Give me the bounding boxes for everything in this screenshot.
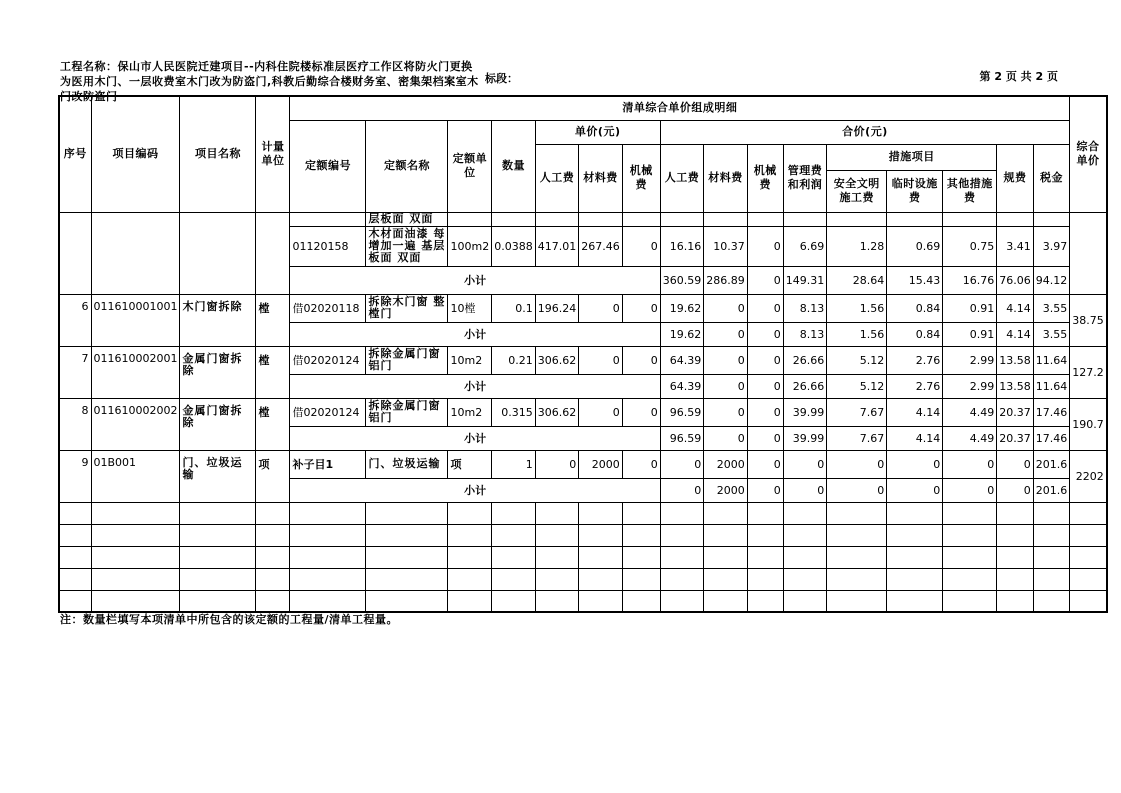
col-seq: 序号	[59, 96, 91, 212]
up-labor: 417.01	[535, 226, 579, 266]
subtotal-label: 小计	[290, 478, 660, 502]
machine: 0	[747, 398, 783, 426]
temp: 0.84	[887, 322, 943, 346]
up-material: 0	[579, 294, 623, 322]
empty-cell	[290, 212, 366, 226]
fee: 76.06	[997, 266, 1034, 294]
quota-unit: 10m2	[448, 346, 492, 374]
quota-code: 借02020124	[290, 398, 366, 426]
other: 0.75	[943, 226, 997, 266]
mgmt: 26.66	[783, 346, 827, 374]
other: 4.49	[943, 398, 997, 426]
temp: 4.14	[887, 398, 943, 426]
quantity: 1	[492, 450, 536, 478]
up-material: 0	[579, 398, 623, 426]
tax: 94.12	[1033, 266, 1070, 294]
col-temp: 临时设施费	[887, 170, 943, 212]
item-code: 011610002002	[91, 398, 180, 450]
bid-section-label: 标段：	[485, 72, 518, 85]
labor: 64.39	[660, 346, 704, 374]
fee: 4.14	[997, 294, 1034, 322]
col-up-material: 材料费	[579, 144, 623, 212]
up-machine: 0	[622, 450, 660, 478]
item-code: 011610002001	[91, 346, 180, 398]
material: 0	[704, 294, 748, 322]
machine: 0	[747, 374, 783, 398]
col-unit-price: 单价(元)	[535, 120, 660, 144]
empty-cell	[256, 212, 290, 294]
subtotal-label: 小计	[290, 266, 660, 294]
mgmt: 39.99	[783, 426, 827, 450]
other: 0.91	[943, 322, 997, 346]
tax: 17.46	[1033, 398, 1070, 426]
composite-price: 38.75	[1070, 294, 1107, 346]
item-name: 金属门窗拆除	[180, 398, 256, 450]
labor: 0	[660, 450, 704, 478]
material: 0	[704, 322, 748, 346]
safety: 0	[827, 450, 887, 478]
item-unit: 樘	[256, 294, 290, 346]
other: 2.99	[943, 374, 997, 398]
col-up-labor: 人工费	[535, 144, 579, 212]
up-material: 0	[579, 346, 623, 374]
temp: 0	[887, 450, 943, 478]
safety: 7.67	[827, 398, 887, 426]
other: 16.76	[943, 266, 997, 294]
temp: 0.84	[887, 294, 943, 322]
col-group-title: 清单综合单价组成明细	[290, 96, 1070, 120]
fee: 0	[997, 478, 1034, 502]
fee: 3.41	[997, 226, 1034, 266]
item-seq: 8	[59, 398, 91, 450]
fee: 13.58	[997, 346, 1034, 374]
col-unit: 计量单位	[256, 96, 290, 212]
mgmt: 6.69	[783, 226, 827, 266]
item-seq: 9	[59, 450, 91, 502]
material: 0	[704, 346, 748, 374]
quantity: 0.21	[492, 346, 536, 374]
labor: 19.62	[660, 322, 704, 346]
safety: 1.56	[827, 294, 887, 322]
safety: 5.12	[827, 374, 887, 398]
quota-name: 层板面 双面	[366, 212, 448, 226]
blank-row	[59, 524, 1107, 546]
tax: 201.6	[1033, 450, 1070, 478]
fee: 0	[997, 450, 1034, 478]
col-up-machine: 机械费	[622, 144, 660, 212]
labor: 360.59	[660, 266, 704, 294]
col-quantity: 数量	[492, 120, 536, 212]
col-quota-code: 定额编号	[290, 120, 366, 212]
quota-unit: 100m2	[448, 226, 492, 266]
quantity: 0.0388	[492, 226, 536, 266]
tax: 17.46	[1033, 426, 1070, 450]
item-code: 011610001001	[91, 294, 180, 346]
quota-name: 拆除金属门窗 铝门	[366, 346, 448, 374]
labor: 0	[660, 478, 704, 502]
fee: 20.37	[997, 426, 1034, 450]
item-seq: 6	[59, 294, 91, 346]
tax: 3.97	[1033, 226, 1070, 266]
footnote: 注：数量栏填写本项清单中所包含的该定额的工程量/清单工程量。	[60, 613, 399, 626]
quota-code: 01120158	[290, 226, 366, 266]
col-other: 其他措施费	[943, 170, 997, 212]
empty-cell	[59, 212, 91, 294]
blank-row	[59, 590, 1107, 612]
up-machine: 0	[622, 398, 660, 426]
quota-name: 拆除金属门窗 铝门	[366, 398, 448, 426]
subtotal-label: 小计	[290, 374, 660, 398]
safety: 1.56	[827, 322, 887, 346]
safety: 5.12	[827, 346, 887, 374]
temp: 2.76	[887, 346, 943, 374]
empty-cell	[180, 212, 256, 294]
col-fee: 规费	[997, 144, 1034, 212]
col-composite: 综合单价	[1070, 96, 1107, 212]
mgmt: 8.13	[783, 322, 827, 346]
up-labor: 0	[535, 450, 579, 478]
up-labor: 196.24	[535, 294, 579, 322]
project-name: 工程名称：保山市人民医院迁建项目--内科住院楼标准层医疗工作区将防火门更换为医用木门、一层收费室木门改为防盗门,科教后勤综合楼财务室、密集架档案室木门改防盗门	[60, 60, 479, 103]
labor: 64.39	[660, 374, 704, 398]
quota-code: 借02020118	[290, 294, 366, 322]
empty-cell	[91, 212, 180, 294]
other: 0.91	[943, 294, 997, 322]
item-name: 门、垃圾运输	[180, 450, 256, 502]
up-machine: 0	[622, 346, 660, 374]
other: 2.99	[943, 346, 997, 374]
subtotal-label: 小计	[290, 322, 660, 346]
machine: 0	[747, 322, 783, 346]
material: 286.89	[704, 266, 748, 294]
item-name: 金属门窗拆除	[180, 346, 256, 398]
up-labor: 306.62	[535, 346, 579, 374]
blank-row	[59, 568, 1107, 590]
tax: 11.64	[1033, 346, 1070, 374]
item-unit: 项	[256, 450, 290, 502]
quantity: 0.315	[492, 398, 536, 426]
quota-unit: 项	[448, 450, 492, 478]
mgmt: 26.66	[783, 374, 827, 398]
mgmt: 0	[783, 450, 827, 478]
material: 0	[704, 426, 748, 450]
col-safety: 安全文明施工费	[827, 170, 887, 212]
up-machine: 0	[622, 226, 660, 266]
labor: 96.59	[660, 398, 704, 426]
item-code: 01B001	[91, 450, 180, 502]
composite-price: 190.7	[1070, 398, 1107, 450]
composite-price: 127.2	[1070, 346, 1107, 398]
item-unit: 樘	[256, 346, 290, 398]
mgmt: 0	[783, 478, 827, 502]
col-mgmt: 管理费和利润	[783, 144, 827, 212]
mgmt: 149.31	[783, 266, 827, 294]
up-labor: 306.62	[535, 398, 579, 426]
fee: 20.37	[997, 398, 1034, 426]
up-material: 2000	[579, 450, 623, 478]
material: 10.37	[704, 226, 748, 266]
material: 0	[704, 374, 748, 398]
other: 4.49	[943, 426, 997, 450]
fee: 13.58	[997, 374, 1034, 398]
safety: 1.28	[827, 226, 887, 266]
col-quota-name: 定额名称	[366, 120, 448, 212]
quota-name: 门、垃圾运输	[366, 450, 448, 478]
temp: 2.76	[887, 374, 943, 398]
mgmt: 39.99	[783, 398, 827, 426]
machine: 0	[747, 478, 783, 502]
machine: 0	[747, 450, 783, 478]
machine: 0	[747, 226, 783, 266]
labor: 19.62	[660, 294, 704, 322]
col-quota-unit: 定额单位	[448, 120, 492, 212]
tax: 201.6	[1033, 478, 1070, 502]
material: 2000	[704, 478, 748, 502]
material: 0	[704, 398, 748, 426]
col-code: 项目编码	[91, 96, 180, 212]
material: 2000	[704, 450, 748, 478]
unit-price-analysis-table	[58, 95, 1108, 613]
quota-code: 补子目1	[290, 450, 366, 478]
safety: 28.64	[827, 266, 887, 294]
col-measures: 措施项目	[827, 144, 997, 170]
page-info: 第 2 页 共 2 页	[979, 70, 1058, 83]
quota-name: 木材面油漆 每增加一遍 基层板面 双面	[366, 226, 448, 266]
other: 0	[943, 450, 997, 478]
tax: 3.55	[1033, 294, 1070, 322]
temp: 15.43	[887, 266, 943, 294]
composite-price	[1070, 212, 1107, 294]
tax: 11.64	[1033, 374, 1070, 398]
quantity: 0.1	[492, 294, 536, 322]
other: 0	[943, 478, 997, 502]
machine: 0	[747, 294, 783, 322]
subtotal-label: 小计	[290, 426, 660, 450]
temp: 0	[887, 478, 943, 502]
machine: 0	[747, 346, 783, 374]
temp: 0.69	[887, 226, 943, 266]
col-tax: 税金	[1033, 144, 1070, 212]
quota-name: 拆除木门窗 整樘门	[366, 294, 448, 322]
labor: 16.16	[660, 226, 704, 266]
item-seq: 7	[59, 346, 91, 398]
quota-code: 借02020124	[290, 346, 366, 374]
item-name: 木门窗拆除	[180, 294, 256, 346]
quota-unit: 10樘	[448, 294, 492, 322]
col-name: 项目名称	[180, 96, 256, 212]
blank-row	[59, 502, 1107, 524]
safety: 0	[827, 478, 887, 502]
fee: 4.14	[997, 322, 1034, 346]
quota-unit: 10m2	[448, 398, 492, 426]
machine: 0	[747, 266, 783, 294]
composite-price: 2202	[1070, 450, 1107, 502]
item-unit: 樘	[256, 398, 290, 450]
tax: 3.55	[1033, 322, 1070, 346]
safety: 7.67	[827, 426, 887, 450]
machine: 0	[747, 426, 783, 450]
col-labor: 人工费	[660, 144, 704, 212]
blank-row	[59, 546, 1107, 568]
col-machine: 机械费	[747, 144, 783, 212]
mgmt: 8.13	[783, 294, 827, 322]
up-machine: 0	[622, 294, 660, 322]
temp: 4.14	[887, 426, 943, 450]
col-total-price: 合价(元)	[660, 120, 1070, 144]
labor: 96.59	[660, 426, 704, 450]
col-material: 材料费	[704, 144, 748, 212]
up-material: 267.46	[579, 226, 623, 266]
